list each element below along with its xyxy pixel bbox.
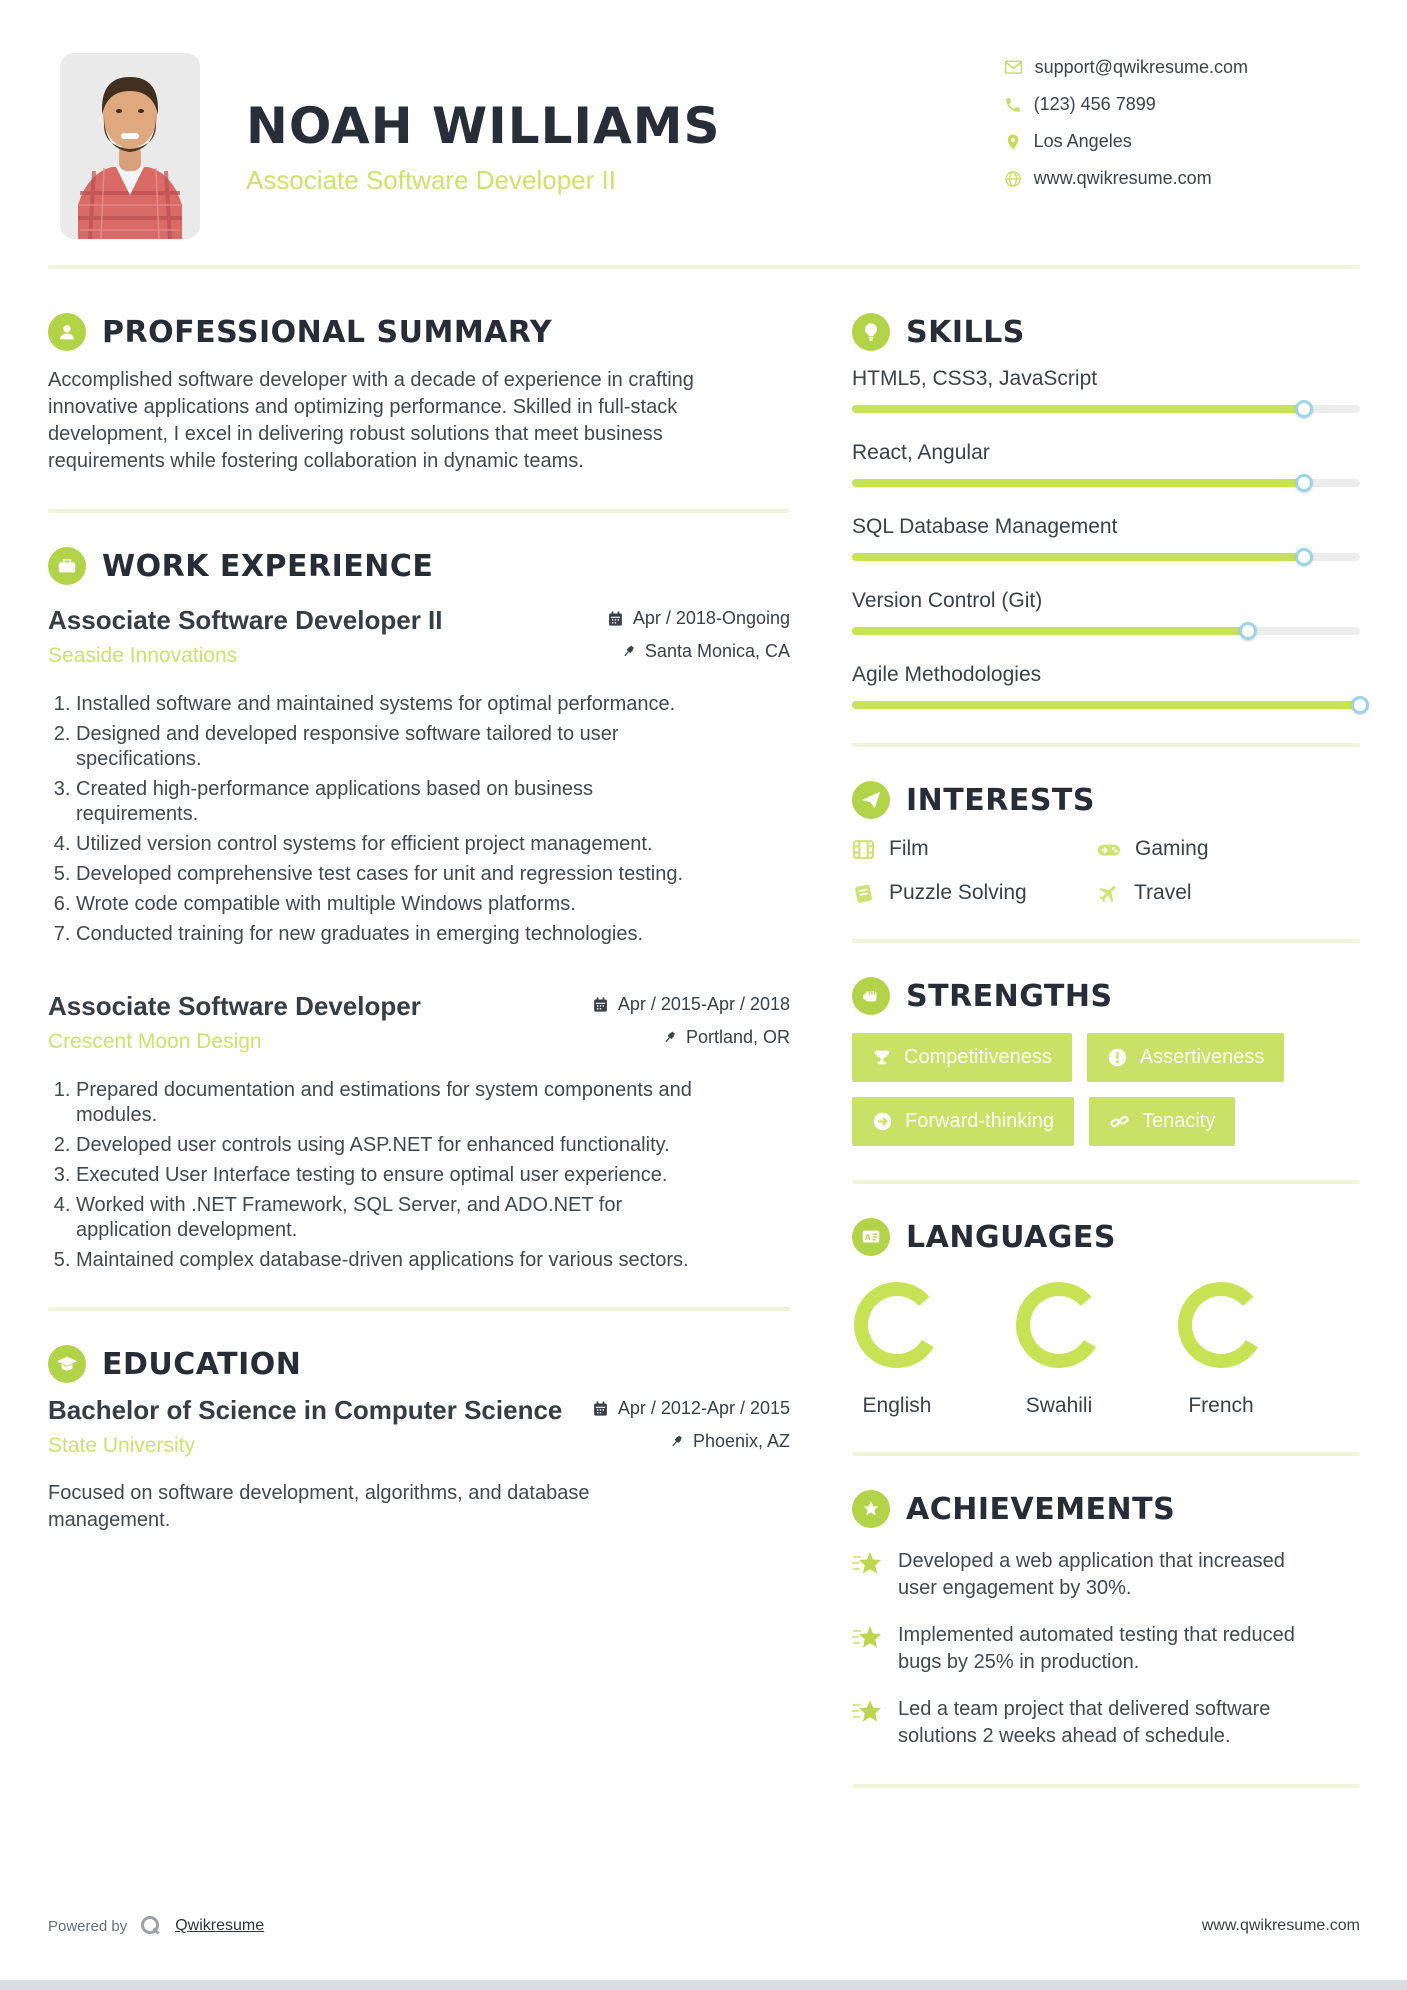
skill-slider	[852, 553, 1360, 561]
airplane-icon	[1097, 882, 1120, 905]
job-header	[48, 991, 790, 1060]
powered-by-label: Powered by	[48, 1917, 128, 1935]
pin-icon	[669, 1434, 684, 1449]
achievement-text: Led a team project that delivered software solutions 2 weeks ahead of schedule.	[898, 1698, 1271, 1747]
contact-phone-row	[1004, 94, 1248, 115]
education-location: Phoenix, AZ	[692, 1431, 790, 1451]
summary-title: PROFESSIONAL SUMMARY	[102, 314, 553, 350]
achievement-item	[852, 1696, 1360, 1750]
strength-label: Assertiveness	[1139, 1046, 1265, 1068]
job-bullet: 3. Created high-performance applications based on business requirements.	[76, 777, 694, 827]
achievements-heading-row	[852, 1490, 1360, 1528]
job-bullet: 6. Wrote code compatible with multiple Windows platforms.	[76, 892, 694, 917]
strength-label: Competitiveness	[904, 1046, 1052, 1068]
section-interests	[852, 781, 1360, 905]
job-entry	[48, 605, 790, 947]
strength-badge	[1087, 1033, 1285, 1082]
education-header	[48, 1395, 790, 1464]
section-divider	[48, 509, 790, 513]
section-divider	[852, 1784, 1360, 1788]
education-description: Focused on software development, algorithms, and database management.	[48, 1482, 590, 1531]
skill-row	[852, 589, 1360, 635]
job-date: Apr / 2015-Apr / 2018	[617, 994, 790, 1014]
language-label: Swahili	[1025, 1394, 1093, 1417]
job-location: Santa Monica, CA	[644, 641, 790, 661]
skill-label: React, Angular	[852, 441, 990, 464]
powered-by	[48, 1914, 264, 1938]
job-title: Associate Software Developer II	[48, 605, 443, 635]
graduation-cap-icon	[48, 1345, 86, 1383]
job-company: Crescent Moon Design	[48, 1030, 262, 1053]
section-work-experience	[48, 547, 790, 1273]
strengths-heading-row	[852, 977, 1360, 1015]
interests-heading-row	[852, 781, 1360, 819]
section-divider	[852, 1452, 1360, 1456]
pin-icon	[621, 644, 636, 659]
interest-label: Film	[889, 837, 929, 860]
section-divider	[48, 1307, 790, 1311]
contact-phone: (123) 456 7899	[1033, 94, 1156, 114]
interest-label: Gaming	[1135, 837, 1209, 860]
book-icon	[852, 882, 875, 905]
skills-heading-row	[852, 313, 1360, 351]
section-achievements	[852, 1490, 1360, 1750]
skill-slider	[852, 405, 1360, 413]
job-bullet: 4. Worked with .NET Framework, SQL Server, and ADO.NET for application development.	[76, 1193, 694, 1243]
education-title: EDUCATION	[102, 1346, 302, 1382]
language-ring	[854, 1282, 940, 1368]
trophy-icon	[872, 1048, 892, 1068]
headshot-illustration	[60, 53, 200, 239]
interest-label: Travel	[1134, 881, 1192, 904]
globe-icon	[1004, 170, 1022, 188]
education-entry	[48, 1395, 790, 1534]
skill-slider-handle	[1295, 474, 1313, 492]
job-bullet: 7. Conducted training for new graduates in emerging technologies.	[76, 922, 694, 947]
interests-title: INTERESTS	[906, 782, 1095, 818]
fist-icon	[852, 977, 890, 1015]
job-bullet-list	[48, 1078, 694, 1273]
job-bullet: 3. Executed User Interface testing to ensure optimal user experience.	[76, 1163, 694, 1188]
achievement-item	[852, 1548, 1360, 1602]
skill-slider-fill	[852, 479, 1304, 487]
contact-website[interactable]: www.qwikresume.com	[1033, 168, 1212, 188]
language-ring	[1178, 1282, 1264, 1368]
svg-text:A: A	[864, 1231, 871, 1242]
arrow-right-icon	[872, 1111, 893, 1132]
achievement-item	[852, 1622, 1360, 1676]
skill-label: HTML5, CSS3, JavaScript	[852, 367, 1098, 390]
shooting-star-icon	[852, 1624, 882, 1651]
summary-heading-row	[48, 313, 790, 351]
contact-location: Los Angeles	[1033, 131, 1132, 151]
interests-grid	[852, 837, 1360, 905]
education-location-row	[592, 1431, 790, 1452]
job-bullet: 1. Prepared documentation and estimations for system components and modules.	[76, 1078, 694, 1128]
language-item	[1014, 1282, 1104, 1418]
section-divider	[852, 1180, 1360, 1184]
section-strengths	[852, 977, 1360, 1146]
interest-item	[852, 837, 1097, 861]
job-date-row	[607, 608, 790, 629]
skill-slider	[852, 701, 1360, 709]
job-entry	[48, 991, 790, 1273]
left-column	[48, 313, 790, 1822]
right-column	[852, 313, 1360, 1822]
job-bullet: 2. Designed and developed responsive software tailored to user specifications.	[76, 722, 694, 772]
header-identity	[246, 45, 721, 239]
phone-icon	[1004, 96, 1022, 114]
translate-icon	[852, 1218, 890, 1256]
education-date-row	[592, 1398, 790, 1419]
footer	[48, 1914, 1360, 1938]
section-languages	[852, 1218, 1360, 1418]
strength-badge	[852, 1097, 1074, 1146]
job-bullet: 2. Developed user controls using ASP.NET for enhanced functionality.	[76, 1133, 694, 1158]
job-meta	[607, 605, 790, 674]
section-divider	[852, 743, 1360, 747]
job-bullet: 5. Developed comprehensive test cases for unit and regression testing.	[76, 862, 694, 887]
language-label: French	[1188, 1394, 1254, 1417]
strength-badges	[852, 1033, 1360, 1146]
skills-list	[852, 367, 1360, 709]
interest-item	[852, 881, 1097, 905]
skill-slider-handle	[1239, 622, 1257, 640]
interest-item	[1097, 881, 1360, 905]
star-icon	[852, 1490, 890, 1528]
section-divider	[852, 939, 1360, 943]
strengths-title: STRENGTHS	[906, 978, 1113, 1014]
calendar-icon	[592, 996, 609, 1013]
section-skills	[852, 313, 1360, 709]
achievement-text: Implemented automated testing that reduced bugs by 25% in production.	[898, 1624, 1295, 1673]
work-heading-row	[48, 547, 790, 585]
skill-label: Version Control (Git)	[852, 589, 1043, 612]
language-ring-hole	[1192, 1296, 1250, 1354]
education-date: Apr / 2012-Apr / 2015	[617, 1398, 790, 1418]
skill-row	[852, 663, 1360, 709]
alert-icon	[1107, 1047, 1128, 1068]
chain-link-icon	[1109, 1111, 1130, 1132]
job-date: Apr / 2018-Ongoing	[632, 608, 790, 628]
job-location-row	[592, 1027, 790, 1048]
shooting-star-icon	[852, 1550, 882, 1577]
film-icon	[852, 838, 875, 861]
skill-slider-fill	[852, 405, 1304, 413]
paper-plane-icon	[852, 781, 890, 819]
content-columns	[0, 269, 1407, 1822]
achievements-title: ACHIEVEMENTS	[906, 1491, 1176, 1527]
qwikresume-logo-icon	[139, 1914, 163, 1938]
contact-block	[1004, 45, 1248, 239]
qwikresume-brand-link[interactable]: Qwikresume	[175, 1917, 265, 1934]
footer-website-link[interactable]: www.qwikresume.com	[1201, 1917, 1360, 1934]
languages-heading-row	[852, 1218, 1360, 1256]
work-title: WORK EXPERIENCE	[102, 548, 434, 584]
headshot-photo	[60, 53, 200, 239]
job-header	[48, 605, 790, 674]
skill-slider	[852, 627, 1360, 635]
job-company: Seaside Innovations	[48, 644, 238, 667]
section-professional-summary	[48, 313, 790, 475]
language-label: English	[862, 1394, 932, 1417]
skill-row	[852, 441, 1360, 487]
skill-slider-handle	[1295, 548, 1313, 566]
page-bottom-strip	[0, 1980, 1407, 1990]
job-title: Associate Software Developer	[48, 991, 421, 1021]
strength-label: Tenacity	[1141, 1110, 1216, 1132]
skill-slider-fill	[852, 553, 1304, 561]
briefcase-icon	[48, 547, 86, 585]
job-bullet: 1. Installed software and maintained systems for optimal performance.	[76, 692, 694, 717]
job-location: Portland, OR	[685, 1027, 790, 1047]
language-ring	[1016, 1282, 1102, 1368]
strength-badge	[852, 1033, 1072, 1082]
languages-list	[852, 1282, 1360, 1418]
email-icon	[1004, 58, 1023, 77]
job-date-row	[592, 994, 790, 1015]
person-name: NOAH WILLIAMS	[246, 97, 721, 155]
school-name: State University	[48, 1434, 196, 1457]
job-location-row	[607, 641, 790, 662]
calendar-icon	[592, 1400, 609, 1417]
section-education	[48, 1345, 790, 1534]
skill-label: Agile Methodologies	[852, 663, 1042, 686]
interest-item	[1097, 837, 1360, 861]
interest-label: Puzzle Solving	[889, 881, 1027, 904]
strength-badge	[1089, 1097, 1235, 1146]
skill-row	[852, 367, 1360, 413]
education-heading-row	[48, 1345, 790, 1383]
education-meta	[592, 1395, 790, 1464]
skill-slider	[852, 479, 1360, 487]
pin-icon	[662, 1030, 677, 1045]
language-ring-hole	[1030, 1296, 1088, 1354]
lightbulb-icon	[852, 313, 890, 351]
calendar-icon	[607, 610, 624, 627]
languages-title: LANGUAGES	[906, 1219, 1116, 1255]
person-job-title: Associate Software Developer II	[246, 165, 616, 195]
language-item	[852, 1282, 942, 1418]
job-bullet: 4. Utilized version control systems for efficient project management.	[76, 832, 694, 857]
job-bullet: 5. Maintained complex database-driven applications for various sectors.	[76, 1248, 694, 1273]
location-pin-icon	[1004, 133, 1022, 151]
language-ring-hole	[868, 1296, 926, 1354]
job-meta	[592, 991, 790, 1060]
skill-label: SQL Database Management	[852, 515, 1118, 538]
job-bullet-list	[48, 692, 694, 947]
user-icon	[48, 313, 86, 351]
skill-slider-fill	[852, 627, 1248, 635]
achievement-text: Developed a web application that increased user engagement by 30%.	[898, 1550, 1285, 1599]
contact-location-row	[1004, 131, 1248, 152]
contact-email[interactable]: support@qwikresume.com	[1034, 57, 1248, 77]
header	[0, 0, 1407, 239]
summary-text: Accomplished software developer with a decade of experience in crafting innovative applications and optimizing performance. Skilled in full-stack development, I excel in delivering robust solutions that meet business requirements while fostering collaboration in dynamic teams.	[48, 369, 694, 472]
language-item	[1176, 1282, 1266, 1418]
contact-website-row	[1004, 168, 1248, 189]
gamepad-icon	[1097, 837, 1121, 861]
strength-label: Forward-thinking	[905, 1110, 1054, 1132]
shooting-star-icon	[852, 1698, 882, 1725]
skill-slider-handle	[1351, 696, 1369, 714]
skill-row	[852, 515, 1360, 561]
degree-title: Bachelor of Science in Computer Science	[48, 1395, 563, 1425]
skills-title: SKILLS	[906, 314, 1025, 350]
contact-email-row	[1004, 57, 1248, 78]
skill-slider-fill	[852, 701, 1360, 709]
skill-slider-handle	[1295, 400, 1313, 418]
